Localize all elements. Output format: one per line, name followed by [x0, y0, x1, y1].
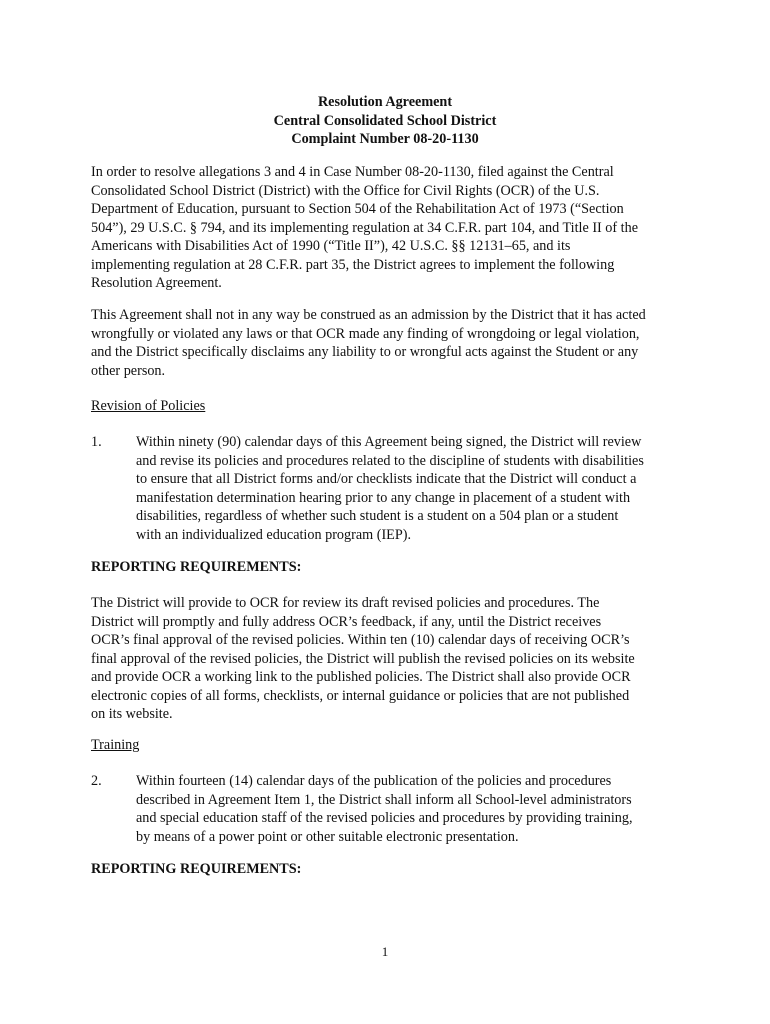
text-line: on its website.	[91, 706, 173, 722]
text-line: In order to resolve allegations 3 and 4 in Case Number 08-20-1130, filed against the Central	[91, 164, 614, 180]
text-line: by means of a power point or other suitable electronic presentation.	[136, 828, 519, 845]
text-line: Department of Education, pursuant to Section 504 of the Rehabilitation Act of 1973 (“Section	[91, 201, 624, 217]
text-line: Consolidated School District (District) with the Office for Civil Rights (OCR) of the U.S.	[91, 182, 600, 199]
text-line: District will promptly and fully address OCR’s feedback, if any, until the District receives	[91, 613, 602, 630]
text-line: OCR’s final approval of the revised policies. Within ten (10) calendar days of receiving OCR’s	[91, 632, 630, 648]
agreement-item-2	[136, 772, 696, 846]
document-header	[0, 93, 770, 149]
text-line: with an individualized education program (IEP).	[136, 526, 412, 543]
text-line: Within fourteen (14) calendar days of the publication of the policies and procedures	[136, 773, 612, 789]
text-line: and special education staff of the revised policies and procedures by providing training,	[136, 810, 633, 826]
item-number: 2.	[91, 773, 102, 789]
text-line: implementing regulation at 28 C.F.R. part 35, the District agrees to implement the following	[91, 256, 615, 273]
text-line: The District will provide to OCR for review its draft revised policies and procedures. The	[91, 595, 600, 611]
document-title: Resolution Agreement	[317, 94, 453, 110]
reporting-requirements-paragraph	[91, 594, 691, 724]
text-line: and provide OCR a working link to the published policies. The District shall also provide OCR	[91, 669, 631, 685]
reporting-requirements-heading: REPORTING REQUIREMENTS:	[91, 861, 302, 877]
complaint-number: Complaint Number 08-20-1130	[291, 131, 479, 147]
text-line: 504”), 29 U.S.C. § 794, and its implementing regulation at 34 C.F.R. part 104, and Title II of the	[91, 219, 639, 236]
text-line: final approval of the revised policies, the District will publish the revised policies on its website	[91, 650, 635, 667]
text-line: other person.	[91, 362, 166, 379]
text-line: Americans with Disabilities Act of 1990 (“Title II”), 42 U.S.C. §§ 12131–65, and its	[91, 238, 571, 254]
intro-paragraph	[91, 163, 691, 293]
text-line: and the District specifically disclaims any liability to or wrongful acts against the Student or any	[91, 344, 639, 360]
text-line: electronic copies of all forms, checklists, or internal guidance or policies that are not published	[91, 687, 630, 704]
item-number: 1.	[91, 434, 102, 450]
reporting-requirements-heading: REPORTING REQUIREMENTS:	[91, 559, 302, 575]
section-heading-revision-of-policies: Revision of Policies	[91, 398, 206, 414]
text-line: and revise its policies and procedures related to the discipline of students with disabilities	[136, 452, 644, 469]
disclaimer-paragraph	[91, 306, 691, 380]
page-number: 1	[381, 944, 389, 959]
agreement-item-1	[136, 433, 696, 544]
text-line: described in Agreement Item 1, the District shall inform all School-level administrators	[136, 791, 632, 808]
text-line: Within ninety (90) calendar days of this Agreement being signed, the District will review	[136, 434, 642, 450]
text-line: disabilities, regardless of whether such student is a student on a 504 plan or a student	[136, 508, 619, 524]
text-line: Resolution Agreement.	[91, 275, 222, 291]
text-line: to ensure that all District forms and/or checklists indicate that the District will conduct a	[136, 471, 637, 487]
text-line: This Agreement shall not in any way be construed as an admission by the District that it has acted	[91, 307, 646, 323]
district-name: Central Consolidated School District	[273, 112, 497, 129]
text-line: manifestation determination hearing prior to any change in placement of a student with	[136, 489, 631, 506]
section-heading-training: Training	[91, 737, 140, 753]
text-line: wrongfully or violated any laws or that OCR made any finding of wrongdoing or legal violation,	[91, 325, 640, 342]
